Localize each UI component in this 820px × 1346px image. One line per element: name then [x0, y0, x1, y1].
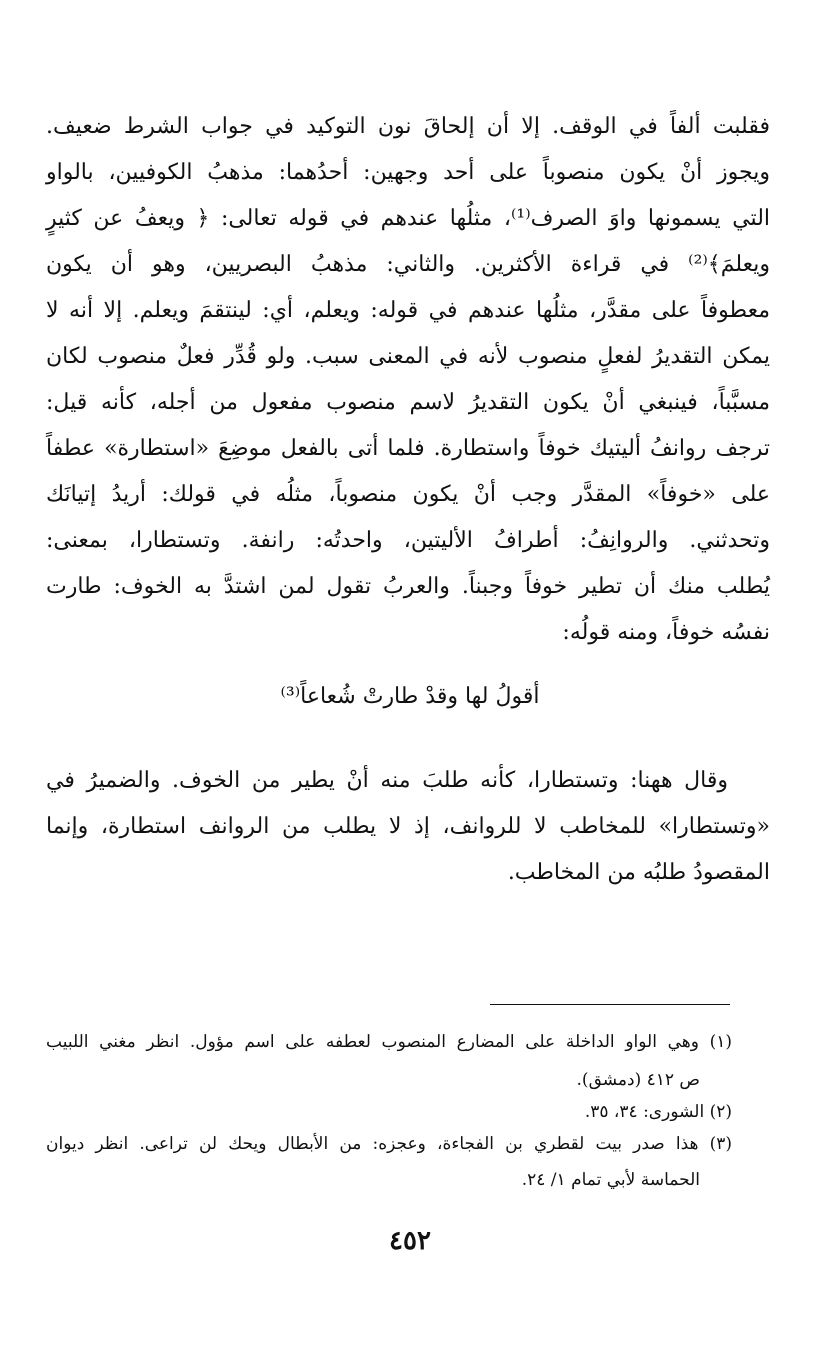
body-line: وقال ههنا: وتستطارا، كأنه طلبَ منه أنْ يطير من الخوف. والضميرُ في: [46, 768, 728, 793]
body-line: المقصودُ طلبُه من المخاطب.: [507, 860, 770, 885]
footnote-line: الحماسة لأبي تمام ١/ ٢٤.: [521, 1170, 700, 1190]
footnote-separator: [490, 1004, 730, 1005]
body-line: فقلبت ألفاً في الوقف. إلا أن إلحاقَ نون التوكيد في جواب الشرط ضعيف.: [46, 114, 770, 139]
body-line: على «خوفاً» المقدَّر وجب أنْ يكون منصوباً، مثلُه في قولك: أريدُ إتيانَك: [46, 482, 770, 507]
footnote-line: (١) وهي الواو الداخلة على المضارع المنصوب لعطفه على اسم مؤول. انظر مغني اللبيب: [46, 1032, 732, 1052]
poetry-verse: أقولُ لها وقدْ طارتْ شُعاعاً⁽³⁾: [280, 684, 540, 709]
body-line: ويعلمَ﴾⁽²⁾ في قراءة الأكثرين. والثاني: مذهبُ البصريين، وهو أن يكون: [46, 252, 770, 277]
footnote-line: (٢) الشورى: ٣٤، ٣٥.: [584, 1102, 732, 1122]
body-line: يُطلب منك أن تطير خوفاً وجبناً. والعربُ تقول لمن اشتدَّ به الخوف: طارت: [46, 574, 770, 599]
body-line: مسبَّباً، فينبغي أنْ يكون التقديرُ لاسم منصوب مفعول من أجله، كأنه قيل:: [46, 390, 770, 415]
body-line: نفسُه خوفاً، ومنه قولُه:: [562, 620, 770, 645]
footnote-line: (٣) هذا صدر بيت لقطري بن الفجاءة، وعجزه: من الأبطال ويحك لن تراعى. انظر ديوان: [46, 1134, 732, 1154]
body-line: معطوفاً على مقدَّر، مثلُها عندهم في قوله: ويعلم، أي: لينتقمَ ويعلم. إلا أنه لا: [46, 298, 770, 323]
body-line: «وتستطارا» للمخاطب لا للروانف، إذ لا يطلب من الروانف استطارة، وإنما: [46, 814, 770, 839]
body-line: يمكن التقديرُ لفعلٍ منصوب لأنه في المعنى سبب. ولو قُدِّر فعلٌ منصوب لكان: [46, 344, 770, 369]
body-line: ترجف روانفُ أليتيك خوفاً واستطارة. فلما أتى بالفعل موضِعَ «استطارة» عطفاً: [46, 436, 770, 461]
footnote-line: ص ٤١٢ (دمشق).: [576, 1070, 700, 1090]
body-line: ويجوز أنْ يكون منصوباً على أحد وجهين: أحدُهما: مذهبُ الكوفيين، بالواو: [46, 160, 770, 185]
body-line: وتحدثني. والروانِفُ: أطرافُ الأليتين، واحدتُه: رانفة. وتستطارا، بمعنى:: [46, 528, 770, 553]
body-line: التي يسمونها واوَ الصرف⁽¹⁾، مثلُها عندهم في قوله تعالى: ﴿ ويعفُ عن كثيرٍ: [46, 206, 771, 231]
page-number: ٤٥٢: [389, 1226, 431, 1256]
